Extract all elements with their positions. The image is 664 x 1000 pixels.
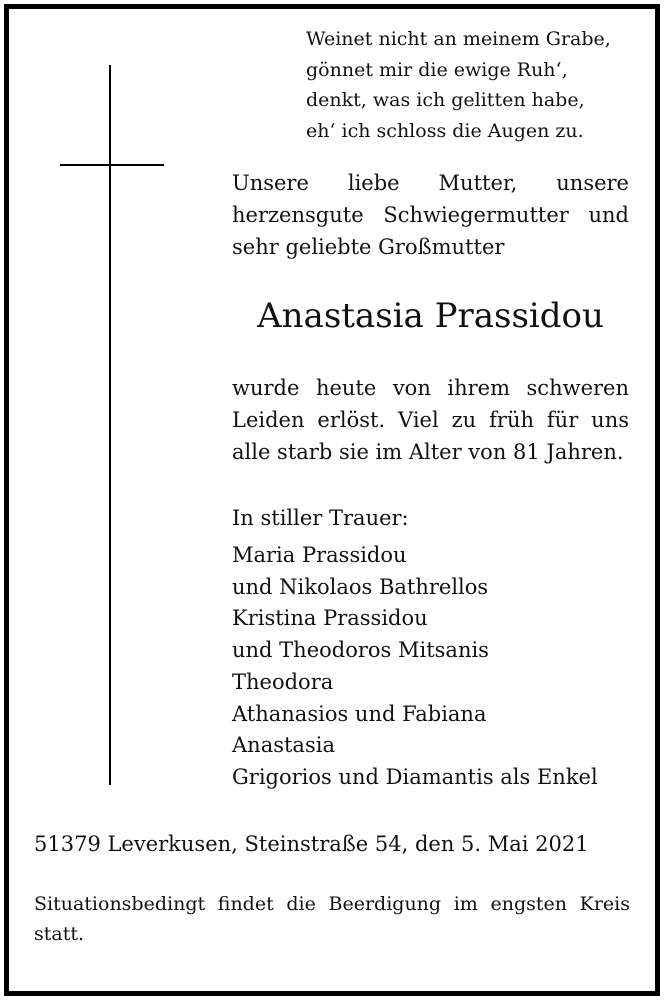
- place-date: 51379 Leverkusen, Steinstraße 54, den 5. Mai 2021: [34, 832, 589, 856]
- mourning-heading: In stiller Trauer:: [232, 506, 409, 530]
- cross-icon-vertical-beam: [109, 65, 111, 785]
- poem-line: Weinet nicht an meinem Grabe,: [306, 28, 611, 50]
- mourner-line: Theodora: [232, 669, 334, 694]
- mourner-line: Maria Prassidou: [232, 543, 407, 567]
- cross-icon-horizontal-beam: [60, 164, 164, 166]
- intro-text: Unsere liebe Mutter, unsere herzensgute Schwiegermutter und sehr geliebte Großmutter: [232, 171, 629, 259]
- mourner-line: Athanasios und Fabiana: [232, 701, 487, 726]
- mourner-line: und Nikolaos Bathrellos: [232, 574, 489, 599]
- mourners-list: [232, 540, 632, 794]
- deceased-name: Anastasia Prassidou: [257, 296, 604, 336]
- funeral-notice: Situationsbedingt findet die Beerdigung im engsten Kreis statt.: [34, 893, 630, 945]
- mourner-line: und Theodoros Mitsanis: [232, 638, 489, 663]
- mourner-line: Grigorios und Diamantis als Enkel: [232, 764, 598, 789]
- poem-line: eh‘ ich schloss die Augen zu.: [306, 119, 584, 142]
- mourner-line: Anastasia: [232, 733, 335, 758]
- death-text: wurde heute von ihrem schweren Leiden erlöst. Viel zu früh für uns alle starb sie im Alter von 81 Jahren.: [232, 376, 629, 464]
- poem-line: gönnet mir die ewige Ruh‘,: [306, 58, 568, 81]
- mourner-line: Kristina Prassidou: [232, 606, 428, 631]
- poem: [306, 24, 636, 146]
- poem-line: denkt, was ich gelitten habe,: [306, 89, 585, 111]
